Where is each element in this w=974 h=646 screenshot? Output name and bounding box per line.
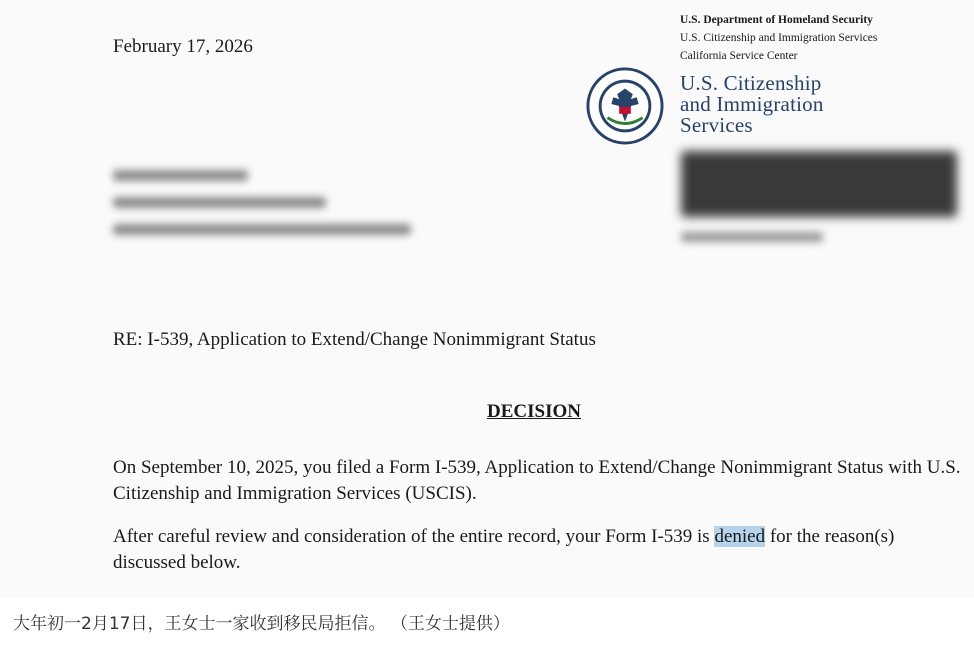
image-caption: 大年初一2月17日，王女士一家收到移民局拒信。 （王女士提供） bbox=[13, 614, 510, 634]
wordmark-line-1: U.S. Citizenship bbox=[680, 71, 822, 95]
re-line: RE: I-539, Application to Extend/Change Nonimmigrant Status bbox=[113, 329, 596, 350]
letter-date: February 17, 2026 bbox=[113, 36, 253, 57]
wordmark-line-3: Services bbox=[680, 113, 753, 137]
paragraph-2-text: After careful review and consideration of the entire record, your Form I-539 is bbox=[113, 526, 715, 547]
agency-center: California Service Center bbox=[680, 50, 798, 62]
decision-paragraph-2 bbox=[113, 524, 963, 576]
agency-service: U.S. Citizenship and Immigration Services bbox=[680, 32, 878, 44]
wordmark-line-2: and Immigration bbox=[680, 92, 824, 116]
denied-highlight: denied bbox=[714, 526, 766, 547]
decision-paragraph-1: On September 10, 2025, you filed a Form I-539, Application to Extend/Change Nonimmigrant Status with U.S. Citizenship and Immigration Services (USCIS). bbox=[113, 457, 961, 504]
redacted-case-block bbox=[681, 151, 957, 217]
agency-header bbox=[680, 11, 877, 65]
paragraph-2-text-end: for the reason(s) discussed below. bbox=[113, 526, 895, 573]
dhs-seal-icon bbox=[586, 67, 664, 145]
decision-heading: DECISION bbox=[487, 401, 581, 422]
redacted-case-line bbox=[681, 232, 823, 242]
uscis-wordmark bbox=[680, 73, 824, 136]
agency-department: U.S. Department of Homeland Security bbox=[680, 14, 873, 26]
redacted-recipient-address bbox=[113, 170, 411, 251]
